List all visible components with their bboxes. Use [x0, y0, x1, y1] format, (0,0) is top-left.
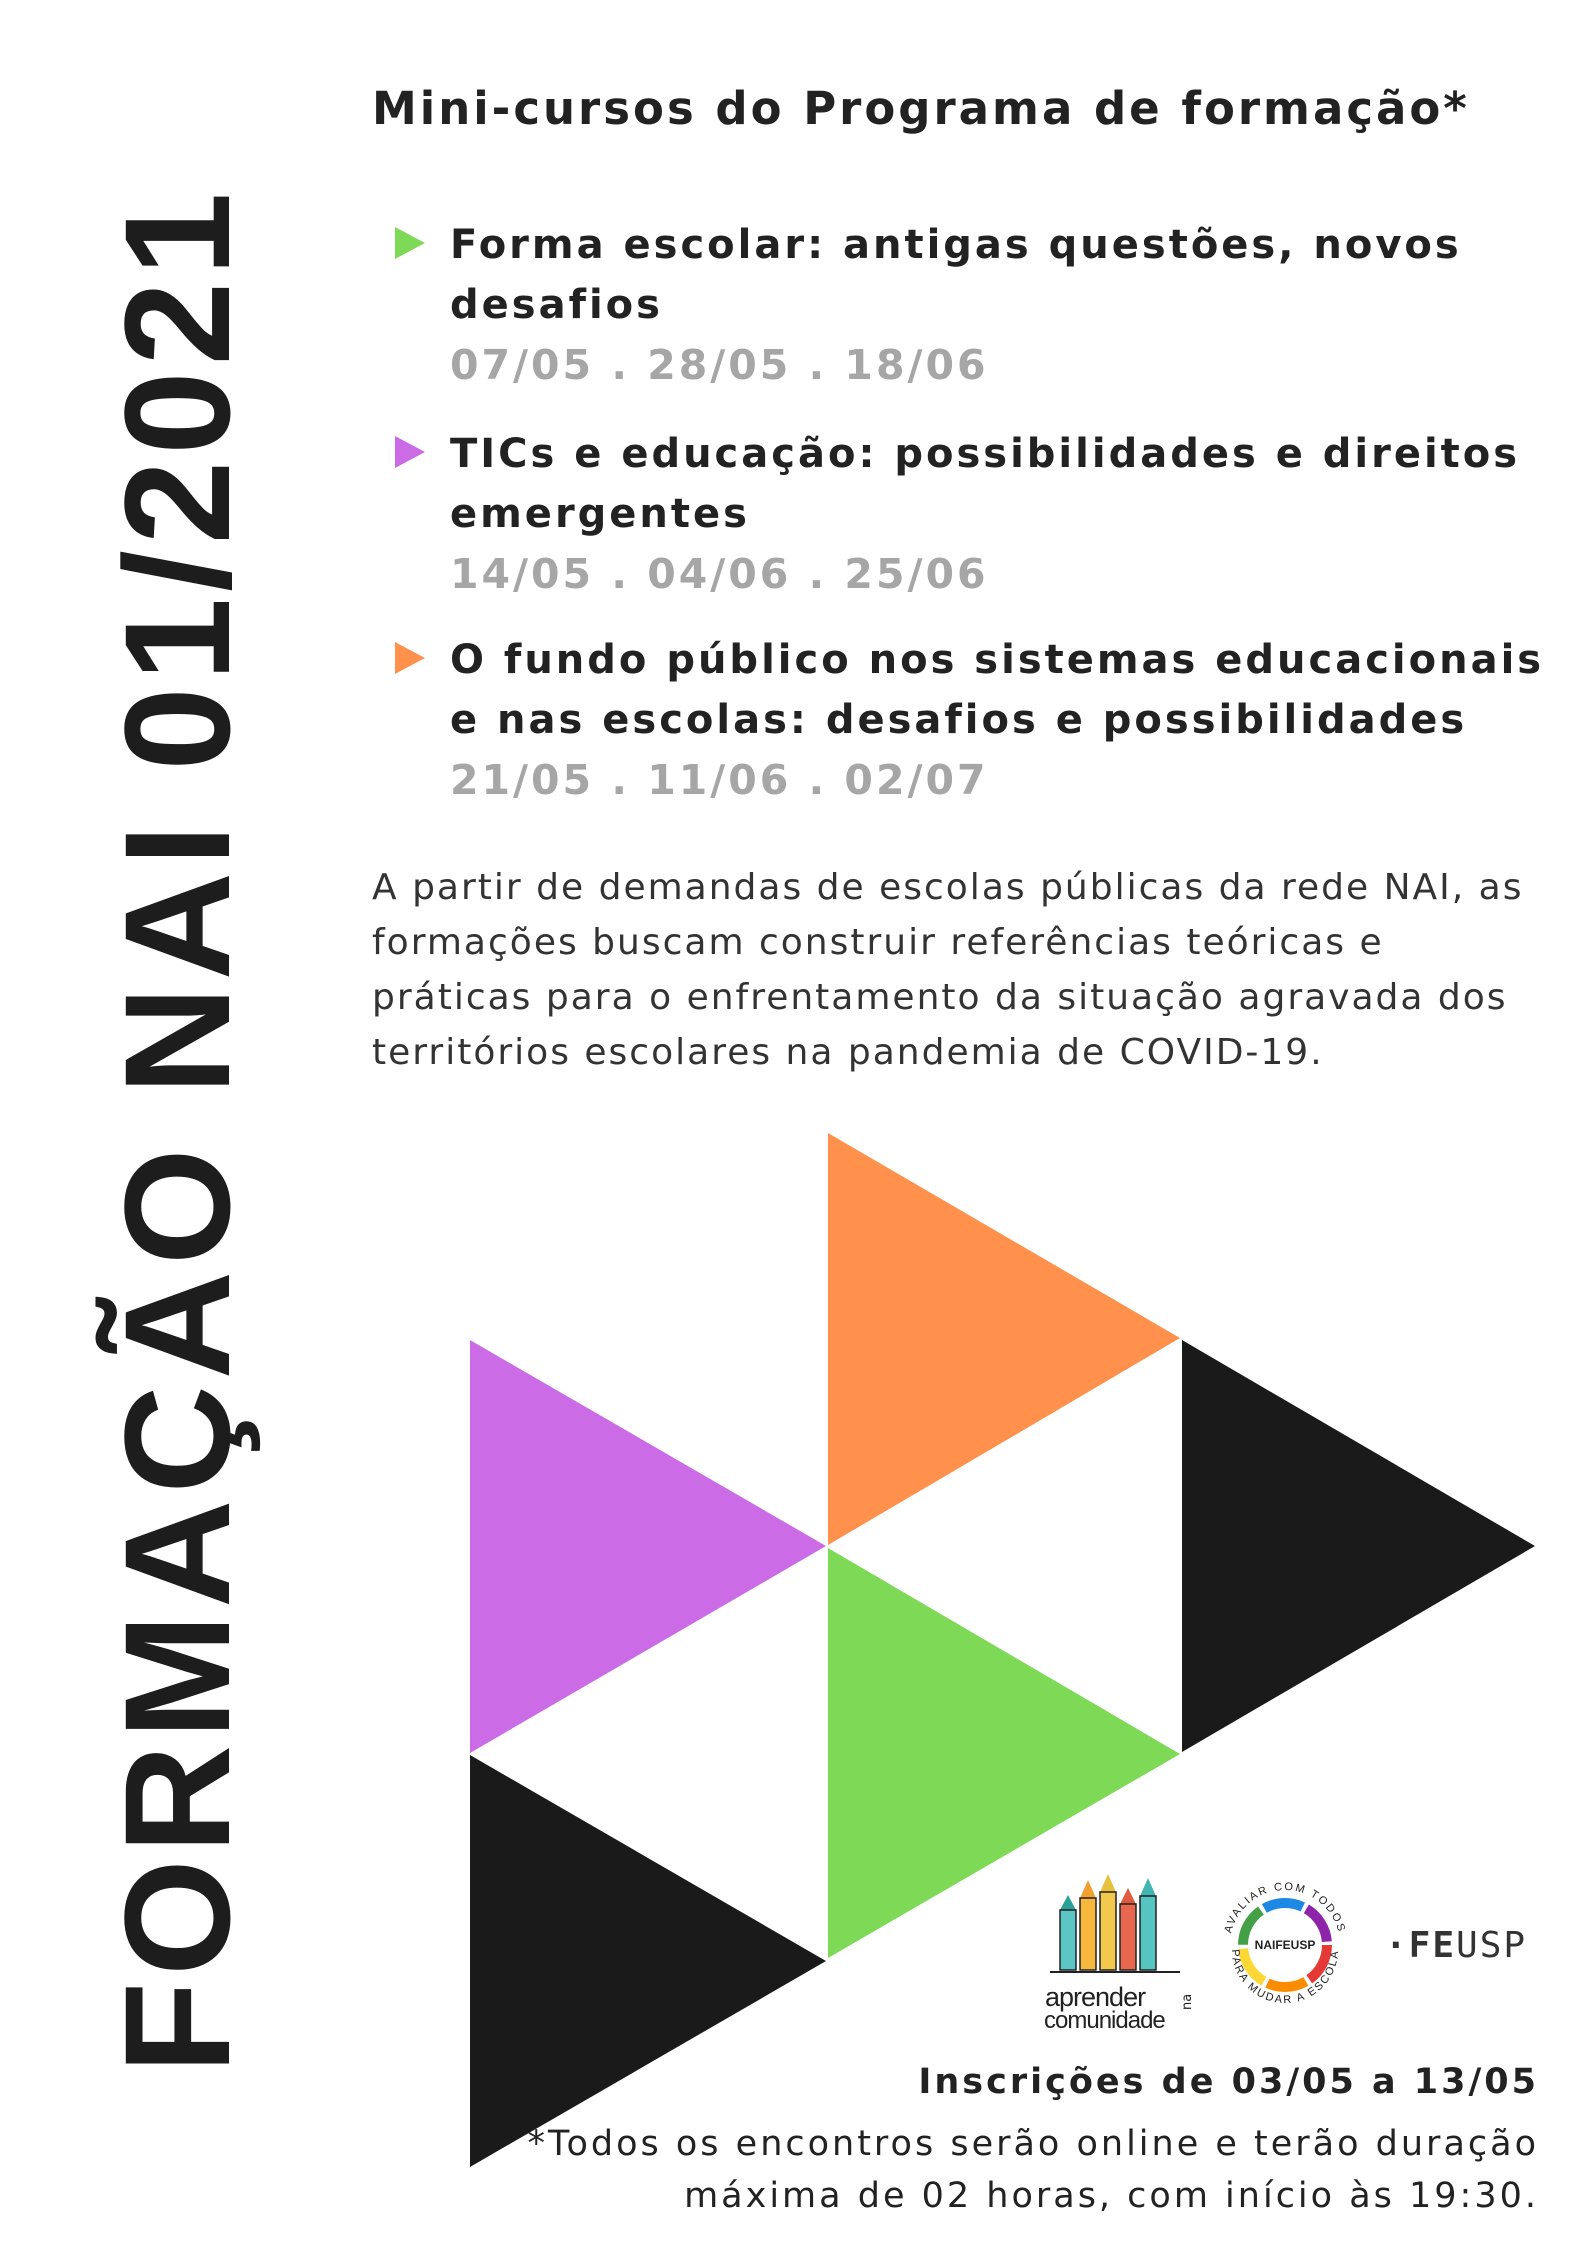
purple-triangle: [470, 1340, 826, 1753]
course-dates: 07/05 . 28/05 . 18/06: [450, 341, 989, 389]
vertical-title: FORMAÇÃO NAI 01/2021: [93, 186, 261, 2074]
course-title: TICs e educação: possibilidades e direitos emergentes: [450, 431, 1521, 537]
course-title: O fundo público nos sistemas educacionais e nas escolas: desafios e possibilidades: [450, 637, 1545, 743]
footnote: *Todos os encontros serão online e terão duração máxima de 02 horas, com início às 19:30.: [527, 2124, 1539, 2216]
feusp-suffix: USP: [1456, 1925, 1528, 1966]
feusp-prefix: ·FE: [1385, 1925, 1457, 1966]
na-text: na: [1180, 1993, 1195, 2010]
course-title: Forma escolar: antigas questões, novos desafios: [450, 222, 1462, 328]
aprender-text: aprender: [1045, 1982, 1146, 2012]
black-triangle-right: [1182, 1340, 1535, 1752]
registration-dates: Inscrições de 03/05 a 13/05: [918, 2062, 1539, 2102]
comunidade-text: comunidade: [1044, 2007, 1165, 2034]
page-heading: Mini-cursos do Programa de formação*: [372, 82, 1470, 135]
course-dates: 21/05 . 11/06 . 02/07: [450, 756, 989, 804]
description-paragraph: A partir de demandas de escolas públicas da rede NAI, as formações buscam construir referências teóricas e práticas para o enfrentamento da situação agravada dos territórios escolares na pandemia de COVID-19.: [372, 867, 1524, 1073]
feusp-logo: [1385, 1925, 1527, 1966]
partner-logos: [1040, 1870, 1540, 2040]
aprender-na-comunidade-logo: [1040, 1870, 1195, 2040]
black-triangle-bottom: [470, 1755, 826, 2167]
pencils-icon: [1040, 1870, 1190, 1980]
naif-top-text: AVALIAR COM TODOS: [1222, 1880, 1348, 1935]
naifeusp-logo: [1210, 1870, 1360, 2020]
naif-bottom-text: PARA MUDAR A ESCOLA: [1228, 1948, 1342, 2007]
naif-center-text: NAIFEUSP: [1254, 1938, 1316, 1952]
course-dates: 14/05 . 04/06 . 25/06: [450, 550, 989, 598]
orange-triangle: [828, 1133, 1180, 1545]
naifeusp-seal-icon: [1210, 1870, 1360, 2020]
